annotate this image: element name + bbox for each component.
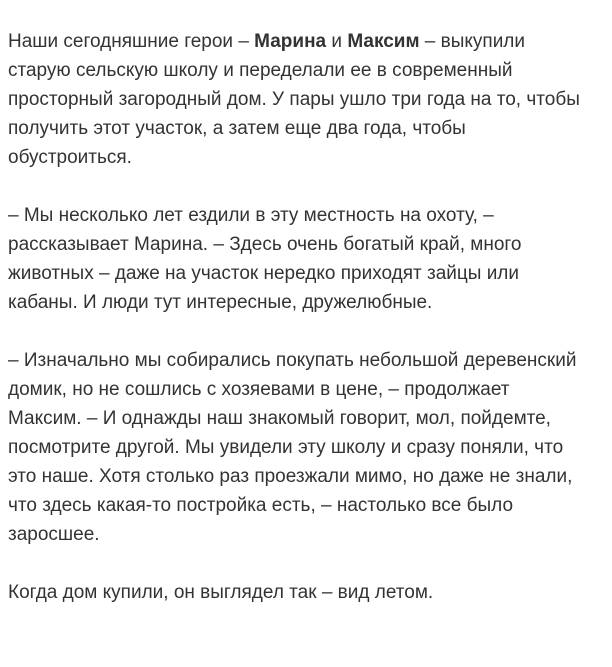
text-fragment: – выкупили: [419, 31, 526, 52]
text-line: получить этот участок, а затем еще два года, чтобы: [8, 118, 466, 139]
text-line: посмотрите другой. Мы увидели эту школу и сразу поняли, что: [8, 437, 564, 458]
text-line: заросшее.: [8, 524, 100, 545]
paragraph-photo-caption: [8, 578, 608, 607]
text-line: Когда дом купили, он выглядел так – вид летом.: [8, 582, 434, 603]
text-line: обустроиться.: [8, 147, 132, 168]
paragraph-marina-quote: [8, 201, 608, 317]
text-fragment: Наши сегодняшние герои –: [8, 31, 255, 52]
text-line: что здесь какая-то постройка есть, – настолько все было: [8, 495, 514, 516]
article-body: [8, 27, 608, 607]
text-line: Максим. – И однажды наш знакомый говорит, мол, пойдемте,: [8, 408, 551, 429]
text-line: – Мы несколько лет ездили в эту местность на охоту, –: [8, 205, 494, 226]
text-fragment: и: [326, 31, 348, 52]
text-line: рассказывает Марина. – Здесь очень богатый край, много: [8, 234, 522, 255]
text-line: старую сельскую школу и переделали ее в современный: [8, 60, 513, 81]
text-line: – Изначально мы собирались покупать небольшой деревенский: [8, 350, 577, 371]
paragraph-intro: [8, 27, 608, 172]
text-line: животных – даже на участок нередко приходят зайцы или: [8, 263, 520, 284]
text-line: домик, но не сошлись с хозяевами в цене, – продолжает: [8, 379, 510, 400]
text-line: [8, 27, 608, 56]
hero-name-marina: Марина: [254, 31, 327, 52]
text-line: кабаны. И люди тут интересные, дружелюбные.: [8, 292, 433, 313]
hero-name-maxim: Максим: [347, 31, 420, 52]
text-line: это наше. Хотя столько раз проезжали мимо, но даже не знали,: [8, 466, 573, 487]
text-line: просторный загородный дом. У пары ушло три года на то, чтобы: [8, 89, 580, 110]
paragraph-maxim-quote: [8, 346, 608, 549]
